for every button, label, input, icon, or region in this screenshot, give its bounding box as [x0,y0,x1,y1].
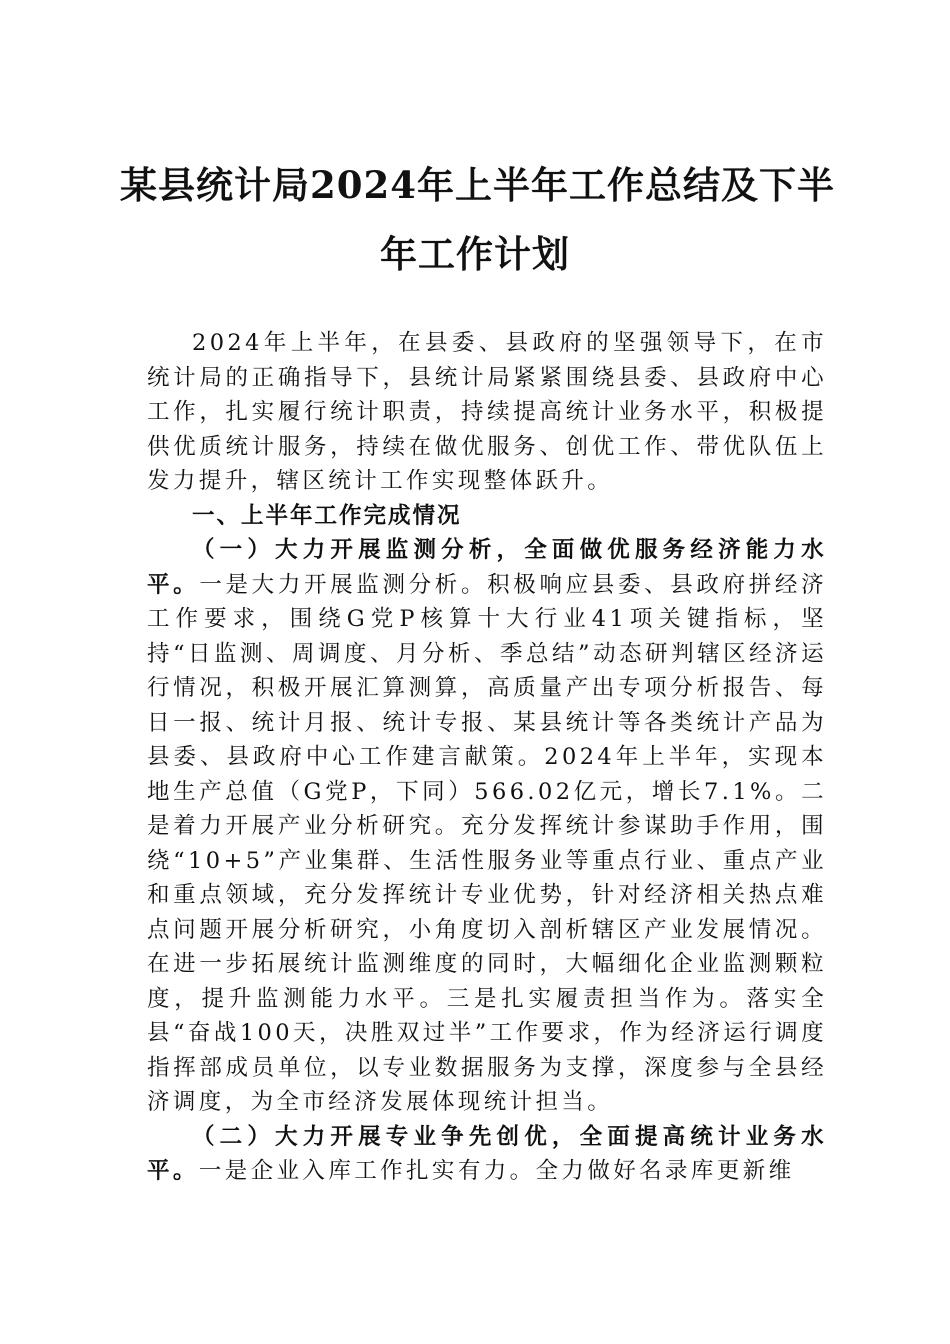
subsection-2-text: 一是企业入库工作扎实有力。全力做好名录库更新维 [198,1158,795,1184]
subsection-1-paragraph [147,533,827,1120]
subsection-1-text: 一是大力开展监测分析。积极响应县委、县政府拼经济工作要求，围绕G党P核算十大行业41项关键指标，坚持“日监测、周调度、月分析、季总结”动态研判辖区经济运行情况，积极开展汇算测算，高质量产出专项分析报告、每日一报、统计月报、统计专报、某县统计等各类统计产品为县委、县政府中心工作建言献策。2024年上半年，实现本地生产总值（G党P，下同）566.02亿元，增长7.1%。二是着力开展产业分析研究。充分发挥统计参谋助手作用，围绕“10+5”产业集群、生活性服务业等重点行业、重点产业和重点领域，充分发挥统计专业优势，针对经济相关热点难点问题开展分析研究，小角度切入剖析辖区产业发展情况。在进一步拓展统计监测维度的同时，大幅细化企业监测颗粒度，提升监测能力水平。三是扎实履责担当作为。落实全县“奋战100天，决胜双过半”工作要求，作为经济运行调度指挥部成员单位，以专业数据服务为支撑，深度参与全县经济调度，为全市经济发展体现统计担当。 [147,571,827,1115]
section-heading-1: 一、上半年工作完成情况 [192,502,462,529]
document-title-line-2: 年工作计划 [380,232,570,276]
subsection-heading-2: （二）大力开展专业争先创优，全面提高统计业务水平。 [147,1123,827,1184]
subsection-2-paragraph [147,1120,827,1189]
document-title-line-1: 某县统计局2024年上半年工作总结及下半 [120,163,835,207]
subsection-heading-1: （一）大力开展监测分析，全面做优服务经济能力水平。 [147,537,827,598]
document-body [147,326,827,1189]
intro-paragraph: 2024年上半年，在县委、县政府的坚强领导下，在市统计局的正确指导下，县统计局紧紧围绕县委、县政府中心工作，扎实履行统计职责，持续提高统计业务水平，积极提供优质统计服务，持续在做优服务、创优工作、带优队伍上发力提升，辖区统计工作实现整体跃升。 [147,330,827,494]
